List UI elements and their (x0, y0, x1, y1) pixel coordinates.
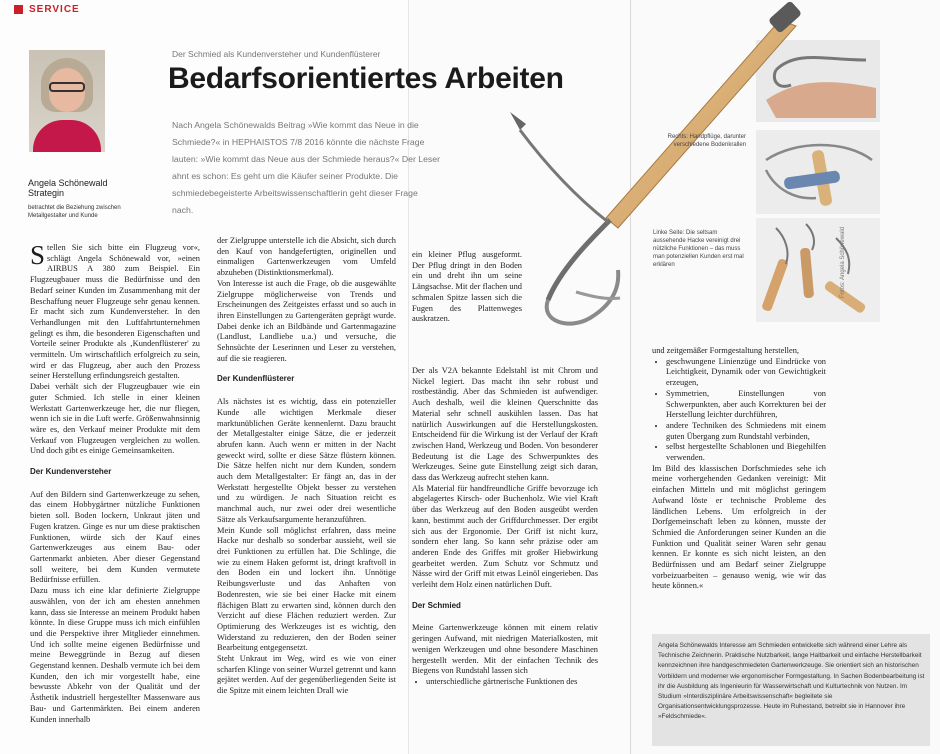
article-kicker: Der Schmied als Kundenversteher und Kundenflüsterer (172, 49, 381, 59)
text-column-1 (30, 240, 200, 725)
subheading-kundenfluesterer: Der Kundenflüsterer (217, 374, 295, 384)
paragraph: der Zielgruppe unterstelle ich die Absicht, sich durch den Kauf von handgefertigten, originellen und einmaligen Gartenwerkzeugen vom Umfeld abzuheben (Distinktionsmerkmal). (217, 236, 396, 278)
list-item: • andere Techniken des Schmiedens mit einem guten Übergang zum Rundstahl verbinden, (666, 421, 826, 442)
paragraph: Mein Kunde soll möglichst erfahren, dass meine Hacke nur deshalb so sonderbar aussieht, weil sie drei Funktionen zu erfüllen hat. Die Schlinge, die wie zu einem Haken geformt ist, dringt kraftvoll in den Boden ein und lockert ihn. Unnötige Reibungsverluste und das Anhaften von Bodenresten, wie sie bei einer Hacke mit einem flächigen Blatt zu erwarten sind, können durch den Verzicht auf diese Flächen reduziert werden. Zur Optimierung des Werkzeuges ist es wichtig, den Widerstand zu reduzieren, den der Boden seiner Bearbeitung entgegensetzt. (217, 525, 396, 653)
bullet-list (412, 677, 598, 688)
section-label: SERVICE (29, 3, 80, 15)
paragraph: und zeitgemäßer Formgestaltung herstellen, (652, 346, 799, 355)
list-item: • geschwungene Linienzüge und Eindrücke von Leichtigkeit, Dynamik oder von Gewichtigkeit erzeugen, (666, 357, 826, 389)
paragraph: Meine Gartenwerkzeuge können mit einem relativ geringen Aufwand, mit niedrigen Materialkosten, mit wenigen Werkzeugen und ohne besondere Maschinen hergestellt werden. Mit der einfachen Technik des Biegens von Rundstahl lassen sich (412, 623, 598, 676)
author-description: betrachtet die Beziehung zwischen Metallgestalter und Kunde (28, 205, 121, 219)
drop-cap: S (30, 240, 46, 270)
paragraph: Dabei verhält sich der Flugzeugbauer wie ein guter Schmied. Ich stelle in einer kleinen Werkstatt Gartenwerkzeuge her, die nur fliegen, wenn ich sie in die Luft werfe. Größenwahnsinnig wäre es, den Verkauf meiner Produkte mit dem Verkauf von Flugzeugen vergleichen zu wollen. Und doch gibt es einige Gemeinsamkeiten. (30, 382, 200, 456)
paragraph: Dazu muss ich eine klar definierte Zielgruppe auswählen, von der ich am ehesten annehmen kann, dass sie Interesse an meinem Produkt haben könnte. In diese Gruppe muss ich mich einfühlen und die Perspektive ihrer Mitglieder einnehmen. Und ich sollte meine eigenen Bedürfnisse und meine Beweggründe in Bezug auf diesen Gegenstand kennen. Deshalb vermute ich bei dem Kunden, den ich mir vorgestellt habe, eine bewusste Abkehr von der Qualität und der Ästhetik industriell hergestellter Massenware aus Bau- und Gartenmärkten. Bei einem anderen Kunden innerhalb (30, 586, 200, 724)
text-column-4 (652, 346, 826, 592)
author-portrait (29, 50, 105, 152)
paragraph: Im Bild des klassischen Dorfschmiedes sehe ich meine vorhergehenden Gedanken vereinigt: Mit einfachen Mitteln und mit möglichst geringem Aufwand löste er technische Probleme des ländlichen Lebens. Um erfolgreich in der Dorfgemeinschaft leben zu können, musste der Schmied die Anforderungen seiner Kunden an die Funktion und Qualität seiner Waren sehr genau kennen. Er konnte es sich nicht leisten, an den Bedürfnissen und am Bedarf seiner Zielgruppe vorbeizuarbeiten – genauso wenig, wie wir das heute können.« (652, 463, 826, 591)
portrait-glasses (49, 82, 85, 92)
paragraph: ein kleiner Pflug ausgeformt. Der Pflug dringt in den Boden ein und dreht ihn um seine Längsachse. Mit der flachen und schmalen Spitze lassen sich die Fugen des Plattenweges auskratzen. (412, 250, 522, 324)
rubric-marker-icon (14, 5, 23, 14)
first-paragraph (30, 240, 200, 382)
article-title: Bedarfsorientiertes Arbeiten (168, 62, 564, 95)
article-intro: Nach Angela Schönewalds Beitrag »Wie kommt das Neue in die Schmiede?« in HEPHAISTOS 7/8 2016 könnte die nächste Frage lauten: »Wie kommt das Neue aus der Schmiede heraus?« Der Leser ahnt es schon: Es geht um die Käufer seiner Produkte. Die schmiedebegeisterte Arbeitswissenschaftlerin geht dieser Frage nach. (172, 120, 441, 215)
list-item: • Symmetrien, Einstellungen von Schwerpunkten, aber auch Korrekturen bei der Herstellung leichter durchführen, (666, 389, 826, 421)
text-column-3 (412, 366, 598, 688)
portrait-shirt (33, 120, 101, 152)
list-item: • selbst hergestellte Schablonen und Biegehilfen verwenden. (666, 442, 826, 463)
list-item: • unterschiedliche gärtnerische Funktionen des (426, 677, 598, 688)
paragraph: Von Interesse ist auch die Frage, ob die ausgewählte Zielgruppe möglicherweise von Trends und Erscheinungen des Zeitgeistes erfasst und so auch in ihren Einstellungen zu Gartengeräten geprägt wurde. Dabei denke ich an Bildbände und Gartenmagazine (Landlust, Landliebe u.a.) und versuche, die Sehnsüchte der Leserinnen und Leser zu verstehen, auf die sie reagieren. (217, 278, 396, 363)
subheading-kundenversteher: Der Kundenversteher (30, 467, 112, 477)
caption-right-photos: Rechts: Handpflüge, darunter verschiedene Bodenkrallen (667, 134, 746, 148)
garden-hoe-illustration (440, 0, 940, 340)
paragraph: Als nächstes ist es wichtig, dass ein potenzieller Kunde alle wichtigen Merkmale dieser marktunüblichen Geräte kennenlernt. Dazu braucht der Metallgestalter einige Sätze, die er jederzeit abrufen kann. Auch wenn er mitten in der Nacht geweckt wird, sollte er diese Sätze flüstern können. Die Sätze helfen nicht nur dem Kunden, sondern auch dem Metallgestalter: Er fängt an, das in der Werkstatt hergestellte Objekt besser zu verstehen und zu würdigen. Je nach Situation reicht es manchmal auch, nur zwei oder drei wesentliche Sätze als Verkaufsargumente heranzuführen. (217, 397, 396, 524)
paragraph-text: tellen Sie sich bitte ein Flugzeug vor«, schlägt Angela Schönewald vor, »einen AIRBUS A 380 zum Beispiel. Ein Flugzeugbauer muss die Bedürfnisse und den Bedarf seiner Kunden im Zusammenhang mit der Beschaffung neuer Flugzeuge sehr genau kennen. Er macht sich zum Kundenversteher. In den Verhandlungen mit den Luftfahrtunternehmen gelingt es ihm, die besonderen Eigenschaften und Vorteile seiner Produkte als ‚Kundenflüsterer' zu vermitteln. Um wirtschaftlich erfolgreich zu sein, wird er das Flugzeug, aber auch den Prozess seiner Herstellung erfindungsreich gestalten. (30, 243, 200, 381)
section-rubric (14, 0, 80, 18)
paragraph: Als Material für handfreundliche Griffe bevorzuge ich abgelagertes Kirsch- oder Buchenholz. Wie viel Kraft über das Werkzeug auf den Boden ausgeübt werden kann, bestimmt auch der Griffdurchmesser. Der ergibt sich aus der Ergonomie. Der Griff ist nicht kurz, sondern eher lang. So kann sehr präzise oder am anderen Ende des Griffes mit großer Hiebwirkung gearbeitet werden. Zum Schutz vor Schmutz und Nässe wird der Griff mit etwas Leinöl eingerieben. Das verleiht dem Holz einen natürlichen Duft. (412, 483, 598, 590)
bullet-list (652, 357, 826, 464)
author-info-text: Angela Schönewalds Interesse am Schmieden entwickelte sich während einer Lehre als Technische Zeichnerin. Praktische Nutzbarkeit, lange Haltbarkeit und einfache Herstellbarkeit kennzeichnen ihre handgeschmiedeten Gartenwerkzeuge. Sie orientiert sich an historischen Vorbildern und moderner wie ergonomischer Formgestaltung. In Sachen Bodenbearbeitung ist ihr die Ausbildung als Ingenieurin für Wasserwirtschaft und Kulturtechnik von Nutzen. Im Studium »Interdisziplinäre Arbeitswissenschaft« begleitete sie Organisationsentwicklungsprozesse. Heute im Ruhestand, betreibt sie in Hannover ihre »Feldschmiede«. (658, 642, 925, 721)
author-name: Angela Schönewald (28, 178, 108, 188)
author-role: Strategin (28, 188, 65, 198)
text-column-2 (217, 236, 396, 697)
photo-credit: Fotos: Angela Schönewald (840, 226, 846, 298)
paragraph: Steht Unkraut im Weg, wird es wie von einer scharfen Klinge von seiner Wurzel getrennt und kann gejätet werden. Auf der gegenüberliegenden Seite ist die Spitze mit einem leichten Drall wie (217, 654, 396, 696)
caption-left-hoe: Linke Seite: Die seltsam aussehende Hacke vereinigt drei nützliche Funktionen – das muss man potenziellen Kunden erst mal erklären (653, 230, 744, 268)
paragraph: Auf den Bildern sind Gartenwerkzeuge zu sehen, das einem Hobbygärtner nützliche Funktionen bieten soll. Boden lockern, Unkraut jäten und Fugen kratzen. Ginge es nur um diese praktischen Funktionen, würde sich der Kauf eines Gartenwerkzeuges aus einem Bau- oder Gartenmarkt anbieten. Aber dieser Gegenstand soll weitere, bei dem Kunden vermutete Bedürfnisse erfüllen. (30, 489, 200, 585)
paragraph: Der als V2A bekannte Edelstahl ist mit Chrom und Nickel legiert. Das macht ihn sehr robust und rostbeständig. Aber das Schmieden ist aufwendiger. Auch deshalb, weil die kleinen Querschnitte das Material sehr schnell auskühlen lassen. Das hat natürlich Auswirkungen auf die Herstellungskosten. Entscheidend für die Wirkung ist der Verlauf der Kraft zwischen Hand, Werkzeug und Boden. Von besonderer Bedeutung ist die Lage des Schwerpunktes des Werkzeuges. Seine gute Einstellung zeigt sich daran, dass das Werkzeug aufrecht stehen kann. (412, 366, 598, 483)
subheading-schmied: Der Schmied (412, 600, 461, 610)
